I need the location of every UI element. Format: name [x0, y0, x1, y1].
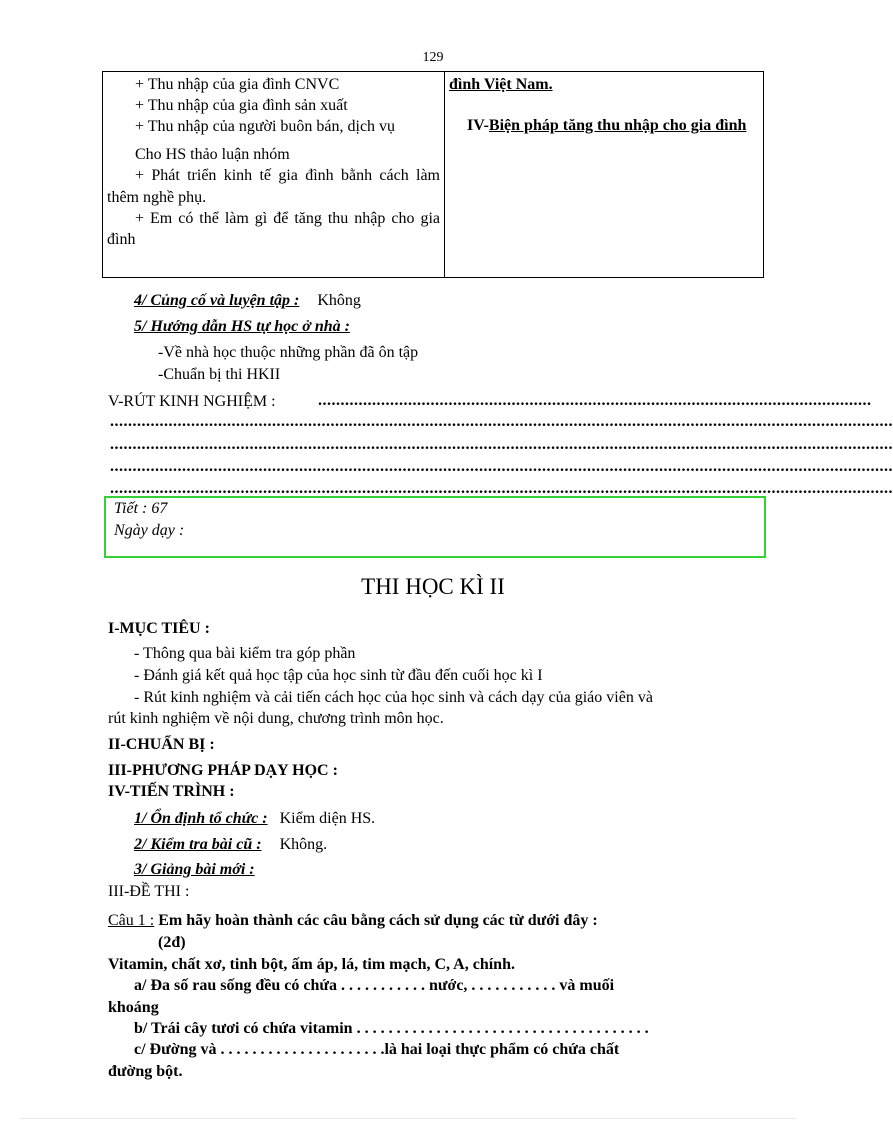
ngay-day: Ngày dạy : [114, 521, 185, 539]
cung-co-label: 4/ Củng cố và luyện tập : [134, 292, 300, 309]
muc-tieu-heading: I-MỤC TIÊU : [108, 620, 210, 637]
table-left-line: + Thu nhập của gia đình sản xuất [135, 97, 348, 115]
step-1 [134, 810, 375, 828]
section-heading-text: Biện pháp tăng thu nhập cho gia đình [488, 117, 747, 135]
dotted-line: ........................................................................................................................... [318, 392, 872, 409]
cau1-line [108, 912, 598, 930]
step-label: 1/ Ổn định tổ chức : [134, 810, 268, 827]
table-left-line: + Thu nhập của gia đình CNVC [135, 76, 340, 93]
cau1-c-cont: đường bột. [108, 1063, 183, 1080]
dotted-line: .............................................................................................................................................................................. [110, 480, 893, 497]
step-2 [134, 836, 327, 854]
huong-dan-item: -Chuẩn bị thi HKII [158, 366, 281, 383]
activities-cell [103, 72, 445, 278]
cau1-text: Em hãy hoàn thành các câu bằng cách sử dụng các từ dưới đây : [158, 912, 598, 929]
table-left-line: + Phát triển kinh tế gia đình bằnh cách làm thêm nghề phụ. [107, 167, 440, 206]
page-number: 129 [422, 50, 444, 65]
muc-tieu-item: rút kinh nghiệm về nội dung, chương trình môn học. [108, 710, 444, 727]
step-value: Kiểm diện HS. [279, 810, 376, 827]
muc-tieu-item: - Rút kinh nghiệm và cải tiến cách học của học sinh và cách dạy của giáo viên và [134, 689, 653, 706]
table-right-line: đình Việt Nam. [449, 76, 553, 93]
cau1-a: a/ Đa số rau sống đều có chứa . . . . . . . . . . . nước, . . . . . . . . . . . và muối [134, 977, 615, 994]
de-thi-heading: III-ĐỀ THI : [108, 883, 190, 900]
dotted-line: .............................................................................................................................................................................. [110, 413, 893, 430]
cau1-a-cont: khoáng [108, 999, 159, 1016]
cau1-points: (2đ) [158, 934, 186, 951]
cau1-words: Vitamin, chất xơ, tinh bột, ấm áp, lá, tim mạch, C, A, chính. [108, 956, 515, 973]
rut-kinh-nghiem-label: V-RÚT KINH NGHIỆM : [108, 393, 276, 410]
dotted-line: .............................................................................................................................................................................. [110, 436, 893, 453]
cau1-c: c/ Đường và . . . . . . . . . . . . . . . . . . . . .là hai loại thực phẩm có chứa chất [134, 1041, 620, 1058]
chuan-bi-heading: II-CHUẨN BỊ : [108, 736, 215, 753]
cau1-b: b/ Trái cây tươi có chứa vitamin . . . . . . . . . . . . . . . . . . . . . . . . . . . . . . . . . . . . . [134, 1020, 649, 1037]
section-prefix: IV- [467, 117, 489, 135]
dotted-line: .............................................................................................................................................................................. [110, 458, 893, 475]
step-value: Không. [279, 836, 328, 853]
content-cell [445, 72, 764, 278]
cau1-label: Câu 1 : [108, 912, 155, 929]
tien-trinh-heading: IV-TIẾN TRÌNH : [108, 783, 235, 800]
muc-tieu-item: - Thông qua bài kiểm tra góp phần [134, 645, 356, 662]
table-left-line: + Thu nhập của người buôn bán, dịch vụ [135, 118, 396, 136]
step-3 [134, 861, 255, 879]
cung-co-line [134, 292, 361, 310]
muc-tieu-item: - Đánh giá kết quả học tập của học sinh từ đầu đến cuối học kì I [134, 667, 543, 684]
lesson-table [102, 71, 764, 278]
huong-dan-label: 5/ Hướng dẫn HS tự học ở nhà : [134, 318, 350, 335]
huong-dan-item: -Về nhà học thuộc những phần đã ôn tập [158, 344, 419, 361]
page-bottom-border [20, 1118, 796, 1119]
step-label: 2/ Kiểm tra bài cũ : [134, 836, 262, 853]
step-label: 3/ Giảng bài mới : [134, 861, 255, 878]
phuong-phap-heading: III-PHƯƠNG PHÁP DẠY HỌC : [108, 762, 338, 779]
lesson-info-box [104, 496, 766, 558]
page-title: THI HỌC KÌ II [361, 574, 505, 599]
section-heading [449, 115, 759, 136]
cung-co-value: Không [317, 292, 361, 309]
tiet: Tiết : 67 [114, 500, 168, 517]
table-left-line: Cho HS thảo luận nhóm [135, 146, 290, 164]
table-left-line: + Em có thể làm gì để tăng thu nhập cho gia đình [107, 209, 440, 248]
